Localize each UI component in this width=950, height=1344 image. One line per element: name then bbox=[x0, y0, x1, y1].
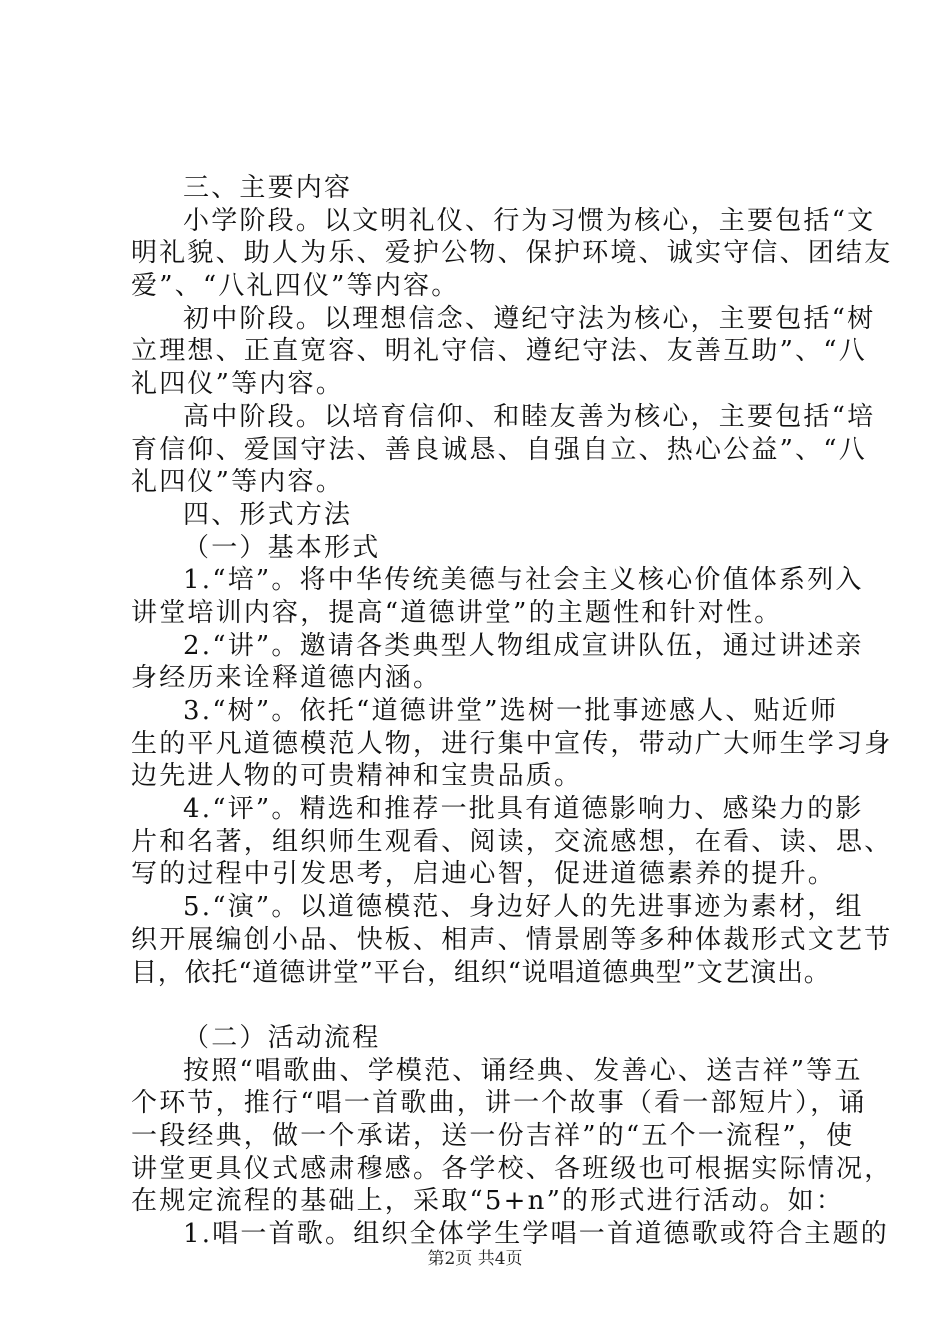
text-line: 三、主要内容 bbox=[183, 173, 353, 203]
blank-line bbox=[131, 989, 851, 1022]
text-line: 高中阶段。以培育信仰、和睦友善为核心，主要包括“培 bbox=[183, 401, 876, 432]
text-line: 1.唱一首歌。组织全体学生学唱一首道德歌或符合主题的 bbox=[183, 1219, 890, 1249]
text-line: 礼四仪”等内容。 bbox=[131, 467, 344, 498]
text-line: 礼四仪”等内容。 bbox=[131, 369, 344, 400]
text-line: 写的过程中引发思考，启迪心智，促进道德素养的提升。 bbox=[131, 859, 837, 890]
text-line: 小学阶段。以文明礼仪、行为习惯为核心，主要包括“文 bbox=[183, 205, 876, 236]
text-line: 立理想、正直宽容、明礼守信、遵纪守法、友善互助”、“八 bbox=[131, 336, 867, 367]
text-line: 4.“评”。精选和推荐一批具有道德影响力、感染力的影 bbox=[183, 794, 864, 825]
text-line: 3.“树”。依托“道德讲堂”选树一批事迹感人、贴近师 bbox=[183, 696, 839, 726]
text-line: 按照“唱歌曲、学模范、诵经典、发善心、送吉祥”等五 bbox=[183, 1055, 863, 1086]
page-footer: 第2页 共4页 bbox=[427, 1249, 523, 1269]
text-line: 目，依托“道德讲堂”平台，组织“说唱道德典型”文艺演出。 bbox=[131, 957, 831, 988]
text-line: 个环节，推行“唱一首歌曲，讲一个故事（看一部短片），诵 bbox=[131, 1088, 867, 1119]
text-line: 片和名著，组织师生观看、阅读，交流感想，在看、读、思、 bbox=[131, 826, 893, 857]
text-line: 育信仰、爱国守法、善良诚恳、自强自立、热心公益”、“八 bbox=[131, 434, 867, 465]
text-line: 5.“演”。以道德模范、身边好人的先进事迹为素材，组 bbox=[183, 892, 864, 923]
text-line: 边先进人物的可贵精神和宝贵品质。 bbox=[131, 761, 583, 792]
text-line: （一）基本形式 bbox=[183, 532, 381, 563]
text-line: 2.“讲”。邀请各类典型人物组成宣讲队伍，通过讲述亲 bbox=[183, 630, 864, 661]
text-line: 身经历来诠释道德内涵。 bbox=[131, 663, 442, 694]
text-line: 1.“培”。将中华传统美德与社会主义核心价值体系列入 bbox=[183, 565, 864, 596]
text-line: 爱”、“八礼四仪”等内容。 bbox=[131, 271, 460, 302]
text-line: 织开展编创小品、快板、相声、情景剧等多种体裁形式文艺节 bbox=[131, 924, 893, 955]
text-line: 初中阶段。以理想信念、遵纪守法为核心，主要包括“树 bbox=[183, 303, 876, 334]
text-line: 生的平凡道德模范人物，进行集中宣传，带动广大师生学习身 bbox=[131, 728, 893, 759]
text-line: 讲堂更具仪式感肃穆感。各学校、各班级也可根据实际情况， bbox=[131, 1153, 893, 1184]
document-body bbox=[131, 172, 893, 1251]
text-line: （二）活动流程 bbox=[183, 1022, 381, 1053]
text-line: 在规定流程的基础上，采取“5+n”的形式进行活动。如： bbox=[131, 1186, 845, 1217]
text-line: 一段经典，做一个承诺，送一份吉祥”的“五个一流程”，使 bbox=[131, 1120, 855, 1151]
text-line: 明礼貌、助人为乐、爱护公物、保护环境、诚实守信、团结友 bbox=[131, 238, 893, 269]
text-line: 讲堂培训内容，提高“道德讲堂”的主题性和针对性。 bbox=[131, 597, 783, 628]
text-line: 四、形式方法 bbox=[183, 499, 353, 530]
